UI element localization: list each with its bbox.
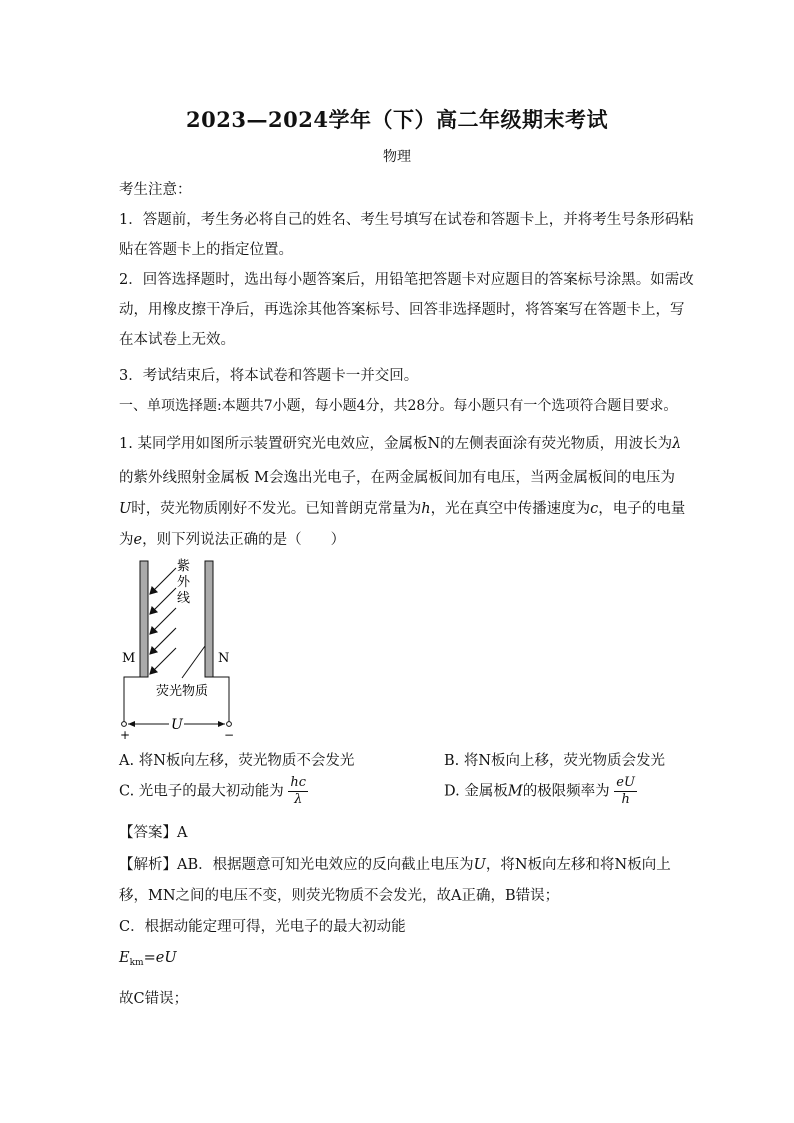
answer-line: 【答案】A bbox=[119, 825, 188, 841]
q1-line-4 bbox=[119, 528, 345, 549]
plate-m bbox=[140, 561, 148, 677]
option-c bbox=[119, 775, 308, 808]
photoelectric-figure bbox=[114, 556, 244, 740]
option-d-denominator: h bbox=[621, 792, 630, 807]
voltage-arrowhead-left bbox=[128, 721, 135, 727]
circuit-wire bbox=[124, 677, 144, 724]
voltage-arrowhead-right bbox=[218, 721, 225, 727]
terminal-minus bbox=[227, 722, 232, 727]
q1-line-3 bbox=[119, 497, 685, 518]
analysis-line-1-text-a: 【解析】AB．根据题意可知光电效应的反向截止电压为 bbox=[119, 857, 474, 873]
exam-title: 2023—2024学年（下）高二年级期末考试 bbox=[186, 107, 608, 132]
option-d-numerator: eU bbox=[616, 775, 635, 790]
planck-symbol: h bbox=[421, 501, 431, 517]
option-d-text-2: 的极限频率为 bbox=[522, 783, 610, 800]
option-c-text: C. 光电子的最大初动能为 bbox=[119, 783, 284, 800]
option-b: B. 将N板向上移，荧光物质会发光 bbox=[444, 753, 666, 769]
voltage-label: U bbox=[171, 717, 183, 733]
q1-line-4-text-a: 为 bbox=[119, 532, 134, 548]
analysis-u-symbol: U bbox=[473, 857, 486, 873]
light-speed-symbol: c bbox=[590, 501, 599, 517]
q1-line-1 bbox=[119, 432, 681, 453]
plus-label: + bbox=[120, 728, 131, 740]
fluor-label: 荧光物质 bbox=[156, 684, 209, 699]
circuit-wire-right bbox=[209, 677, 229, 724]
uv-label-3: 线 bbox=[177, 591, 191, 606]
notice-item-1a: 1．答题前，考生务必将自己的姓名、考生号填写在试卷和答题卡上，并将考生号条形码粘 bbox=[119, 212, 694, 228]
analysis-line-3: C．根据动能定理可得，光电子的最大初动能 bbox=[119, 919, 406, 935]
terminal-plus bbox=[122, 722, 127, 727]
subject-label: 物理 bbox=[383, 149, 411, 165]
uv-label-2: 外 bbox=[177, 575, 191, 590]
section-heading: 一、单项选择题:本题共7小题，每小题4分，共28分。每小题只有一个选项符合题目要求。 bbox=[119, 398, 678, 414]
option-d bbox=[444, 775, 637, 808]
plate-n bbox=[205, 561, 213, 677]
fluor-pointer bbox=[182, 646, 205, 678]
q1-line-3-text-c: ，电子的电量 bbox=[598, 501, 686, 517]
q1-line-3-text-b: ，光在真空中传播速度为 bbox=[430, 501, 591, 517]
equation-rhs: =eU bbox=[143, 950, 177, 966]
notice-item-3: 3．考试结束后，将本试卷和答题卡一并交回。 bbox=[119, 368, 419, 384]
voltage-symbol: U bbox=[119, 501, 132, 517]
analysis-line-5: 故C错误； bbox=[119, 991, 189, 1007]
lambda-symbol: λ bbox=[672, 436, 682, 452]
uv-arrows bbox=[150, 568, 176, 674]
q1-line-2: 的紫外线照射金属板 M会逸出光电子，在两金属板间加有电压，当两金属板间的电压为 bbox=[119, 470, 675, 486]
notice-item-1b: 贴在答题卡上的指定位置。 bbox=[119, 242, 293, 258]
notice-heading: 考生注意： bbox=[119, 182, 192, 198]
equation-subscript: km bbox=[129, 958, 144, 968]
notice-item-2b: 动，用橡皮擦干净后，再选涂其他答案标号、回答非选择题时，将答案写在答题卡上，写 bbox=[119, 302, 685, 318]
option-d-var: M bbox=[507, 783, 523, 800]
q1-line-3-text-a: 时，荧光物质刚好不发光。已知普朗克常量为 bbox=[131, 501, 422, 517]
option-c-numerator: hc bbox=[290, 775, 307, 790]
equation-e: E bbox=[119, 950, 130, 966]
option-c-denominator: λ bbox=[294, 792, 303, 807]
label-n: N bbox=[218, 651, 230, 666]
charge-symbol: e bbox=[133, 532, 143, 548]
kinetic-energy-equation bbox=[119, 950, 177, 968]
notice-item-2a: 2．回答选择题时，选出每小题答案后，用铅笔把答题卡对应题目的答案标号涂黑。如需改 bbox=[119, 272, 694, 288]
q1-line-4-text-b: ，则下列说法正确的是（ ） bbox=[142, 532, 346, 548]
analysis-line-2: 移，MN之间的电压不变，则荧光物质不会发光，故A正确，B错误； bbox=[119, 888, 560, 904]
option-c-fraction bbox=[288, 775, 308, 808]
label-m: M bbox=[122, 651, 136, 666]
q1-line-1-text: 1. 某同学用如图所示装置研究光电效应，金属板N的左侧表面涂有荧光物质，用波长为 bbox=[119, 436, 673, 452]
analysis-line-1-text-b: ，将N板向左移和将N板向上 bbox=[485, 857, 671, 873]
minus-label: − bbox=[224, 728, 235, 740]
notice-item-2c: 在本试卷上无效。 bbox=[119, 332, 235, 348]
uv-label-1: 紫 bbox=[177, 559, 191, 574]
option-a: A. 将N板向左移，荧光物质不会发光 bbox=[119, 753, 355, 769]
option-d-fraction bbox=[614, 775, 637, 808]
analysis-line-1 bbox=[119, 853, 671, 874]
option-d-text: D. 金属板 bbox=[444, 783, 508, 800]
